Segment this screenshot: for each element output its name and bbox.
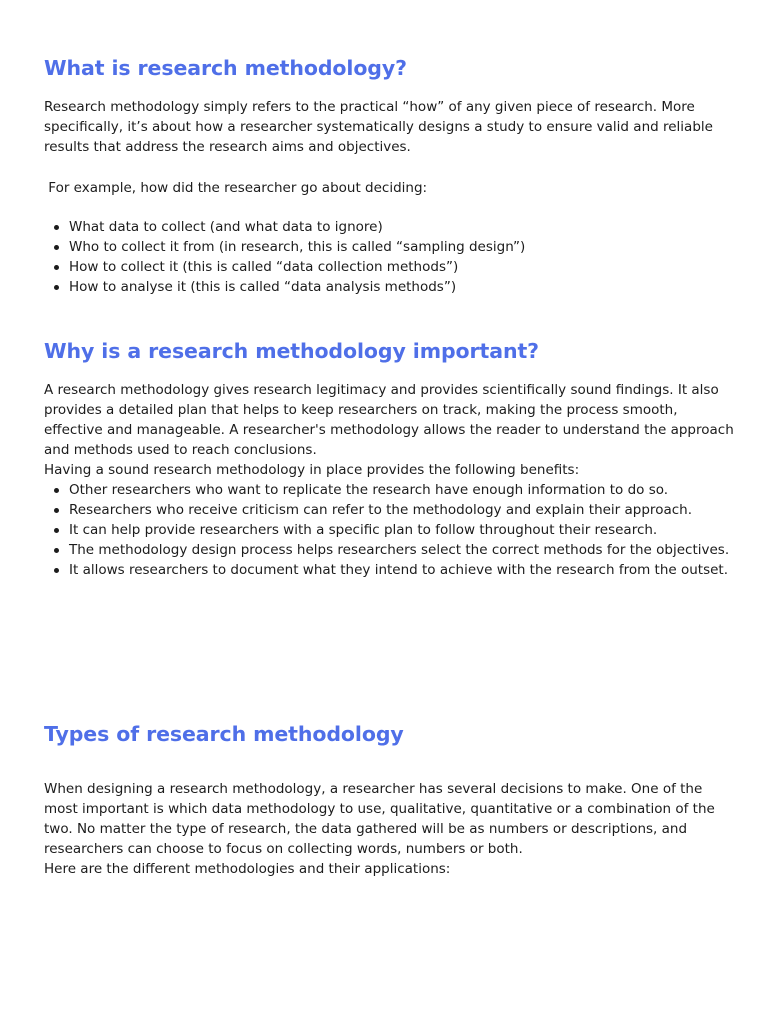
section-body-what-is xyxy=(44,97,734,157)
paragraph-example-lead: For example, how did the researcher go about deciding: xyxy=(44,180,428,196)
paragraph-methodologies-lead: Here are the different methodologies and their applications: xyxy=(44,861,451,877)
section-heading-what-is: What is research methodology? xyxy=(44,56,407,80)
paragraph-definition: Research methodology simply refers to the practical “how” of any given piece of research. More specifically, it’s about how a researcher systematically designs a study to ensure valid and reliable results that address the research aims and objectives. xyxy=(44,99,713,155)
list-item: How to analyse it (this is called “data analysis methods”) xyxy=(69,277,734,297)
list-item: Other researchers who want to replicate the research have enough information to do so. xyxy=(69,480,734,500)
bullet-list-benefits xyxy=(44,480,734,580)
list-item: The methodology design process helps researchers select the correct methods for the objectives. xyxy=(69,540,734,560)
list-item: Who to collect it from (in research, this is called “sampling design”) xyxy=(69,237,734,257)
list-item: What data to collect (and what data to ignore) xyxy=(69,217,734,237)
section-body-types xyxy=(44,779,734,879)
paragraph-benefits-lead: Having a sound research methodology in place provides the following benefits: xyxy=(44,462,580,478)
section-lead-what-is xyxy=(44,178,734,198)
list-item: How to collect it (this is called “data collection methods”) xyxy=(69,257,734,277)
bullet-list-deciding xyxy=(44,217,734,297)
list-item: It allows researchers to document what they intend to achieve with the research from the outset. xyxy=(69,560,734,580)
section-body-why-important xyxy=(44,380,734,580)
section-heading-why-important: Why is a research methodology important? xyxy=(44,339,539,363)
paragraph-legitimacy: A research methodology gives research legitimacy and provides scientifically sound findings. It also provides a detailed plan that helps to keep researchers on track, making the process smooth, effective and manageable. A researcher's methodology allows the reader to understand the approach and methods used to reach conclusions. xyxy=(44,382,734,458)
section-heading-types: Types of research methodology xyxy=(44,722,404,746)
list-item: It can help provide researchers with a specific plan to follow throughout their research. xyxy=(69,520,734,540)
paragraph-designing: When designing a research methodology, a researcher has several decisions to make. One of the most important is which data methodology to use, qualitative, quantitative or a combination of the two. No matter the type of research, the data gathered will be as numbers or descriptions, and researchers can choose to focus on collecting words, numbers or both. xyxy=(44,781,715,857)
list-item: Researchers who receive criticism can refer to the methodology and explain their approach. xyxy=(69,500,734,520)
